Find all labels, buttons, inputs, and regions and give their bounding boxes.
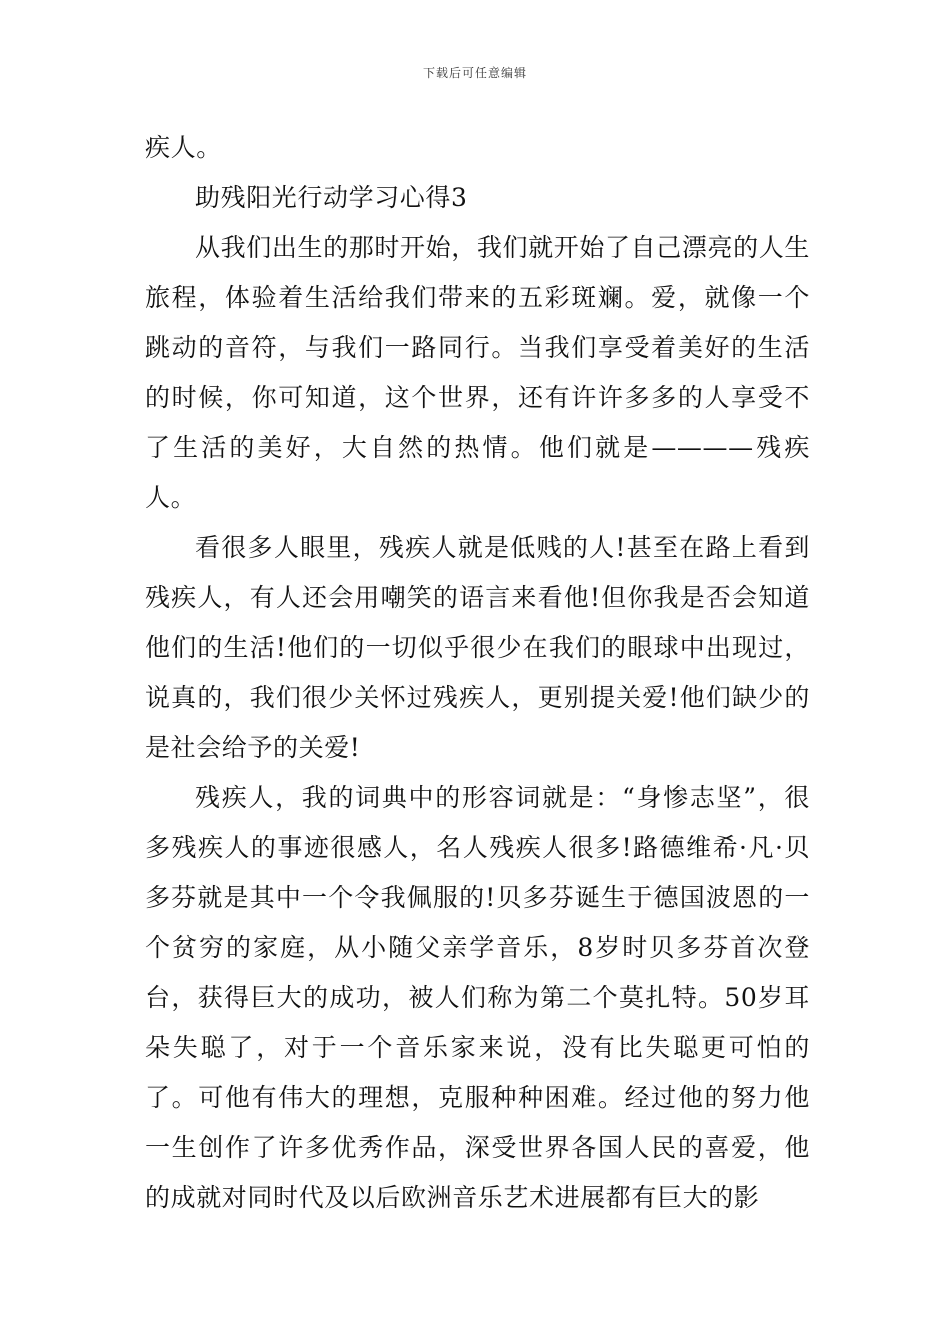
document-body xyxy=(145,123,810,1223)
page-header: 下载后可任意编辑 xyxy=(422,66,527,80)
paragraph: 看很多人眼里，残疾人就是低贱的人!甚至在路上看到残疾人，有人还会用嘲笑的语言来看他!但你我是否会知道他们的生活!他们的一切似乎很少在我们的眼球中出现过，说真的，我们很少关怀过残疾人，更别提关爱!他们缺少的是社会给予的关爱! xyxy=(145,533,810,762)
paragraph: 从我们出生的那时开始，我们就开始了自己漂亮的人生旅程，体验着生活给我们带来的五彩斑斓。爱，就像一个跳动的音符，与我们一路同行。当我们享受着美好的生活的时候，你可知道，这个世界，还有许许多多的人享受不了生活的美好，大自然的热情。他们就是————残疾人。 xyxy=(145,233,810,512)
paragraph-continuation: 疾人。 xyxy=(145,133,222,162)
section-title: 助残阳光行动学习心得3 xyxy=(195,183,468,212)
paragraph: 残疾人，我的词典中的形容词就是：“身惨志坚”，很多残疾人的事迹很感人，名人残疾人很多!路德维希·凡·贝多芬就是其中一个令我佩服的!贝多芬诞生于德国波恩的一个贫穷的家庭，从小随父亲学音乐，8岁时贝多芬首次登台，获得巨大的成功，被人们称为第二个莫扎特。50岁耳朵失聪了，对于一个音乐家来说，没有比失聪更可怕的了。可他有伟大的理想，克服种种困难。经过他的努力他一生创作了许多优秀作品，深受世界各国人民的喜爱，他的成就对同时代及以后欧洲音乐艺术进展都有巨大的影 xyxy=(145,783,810,1212)
